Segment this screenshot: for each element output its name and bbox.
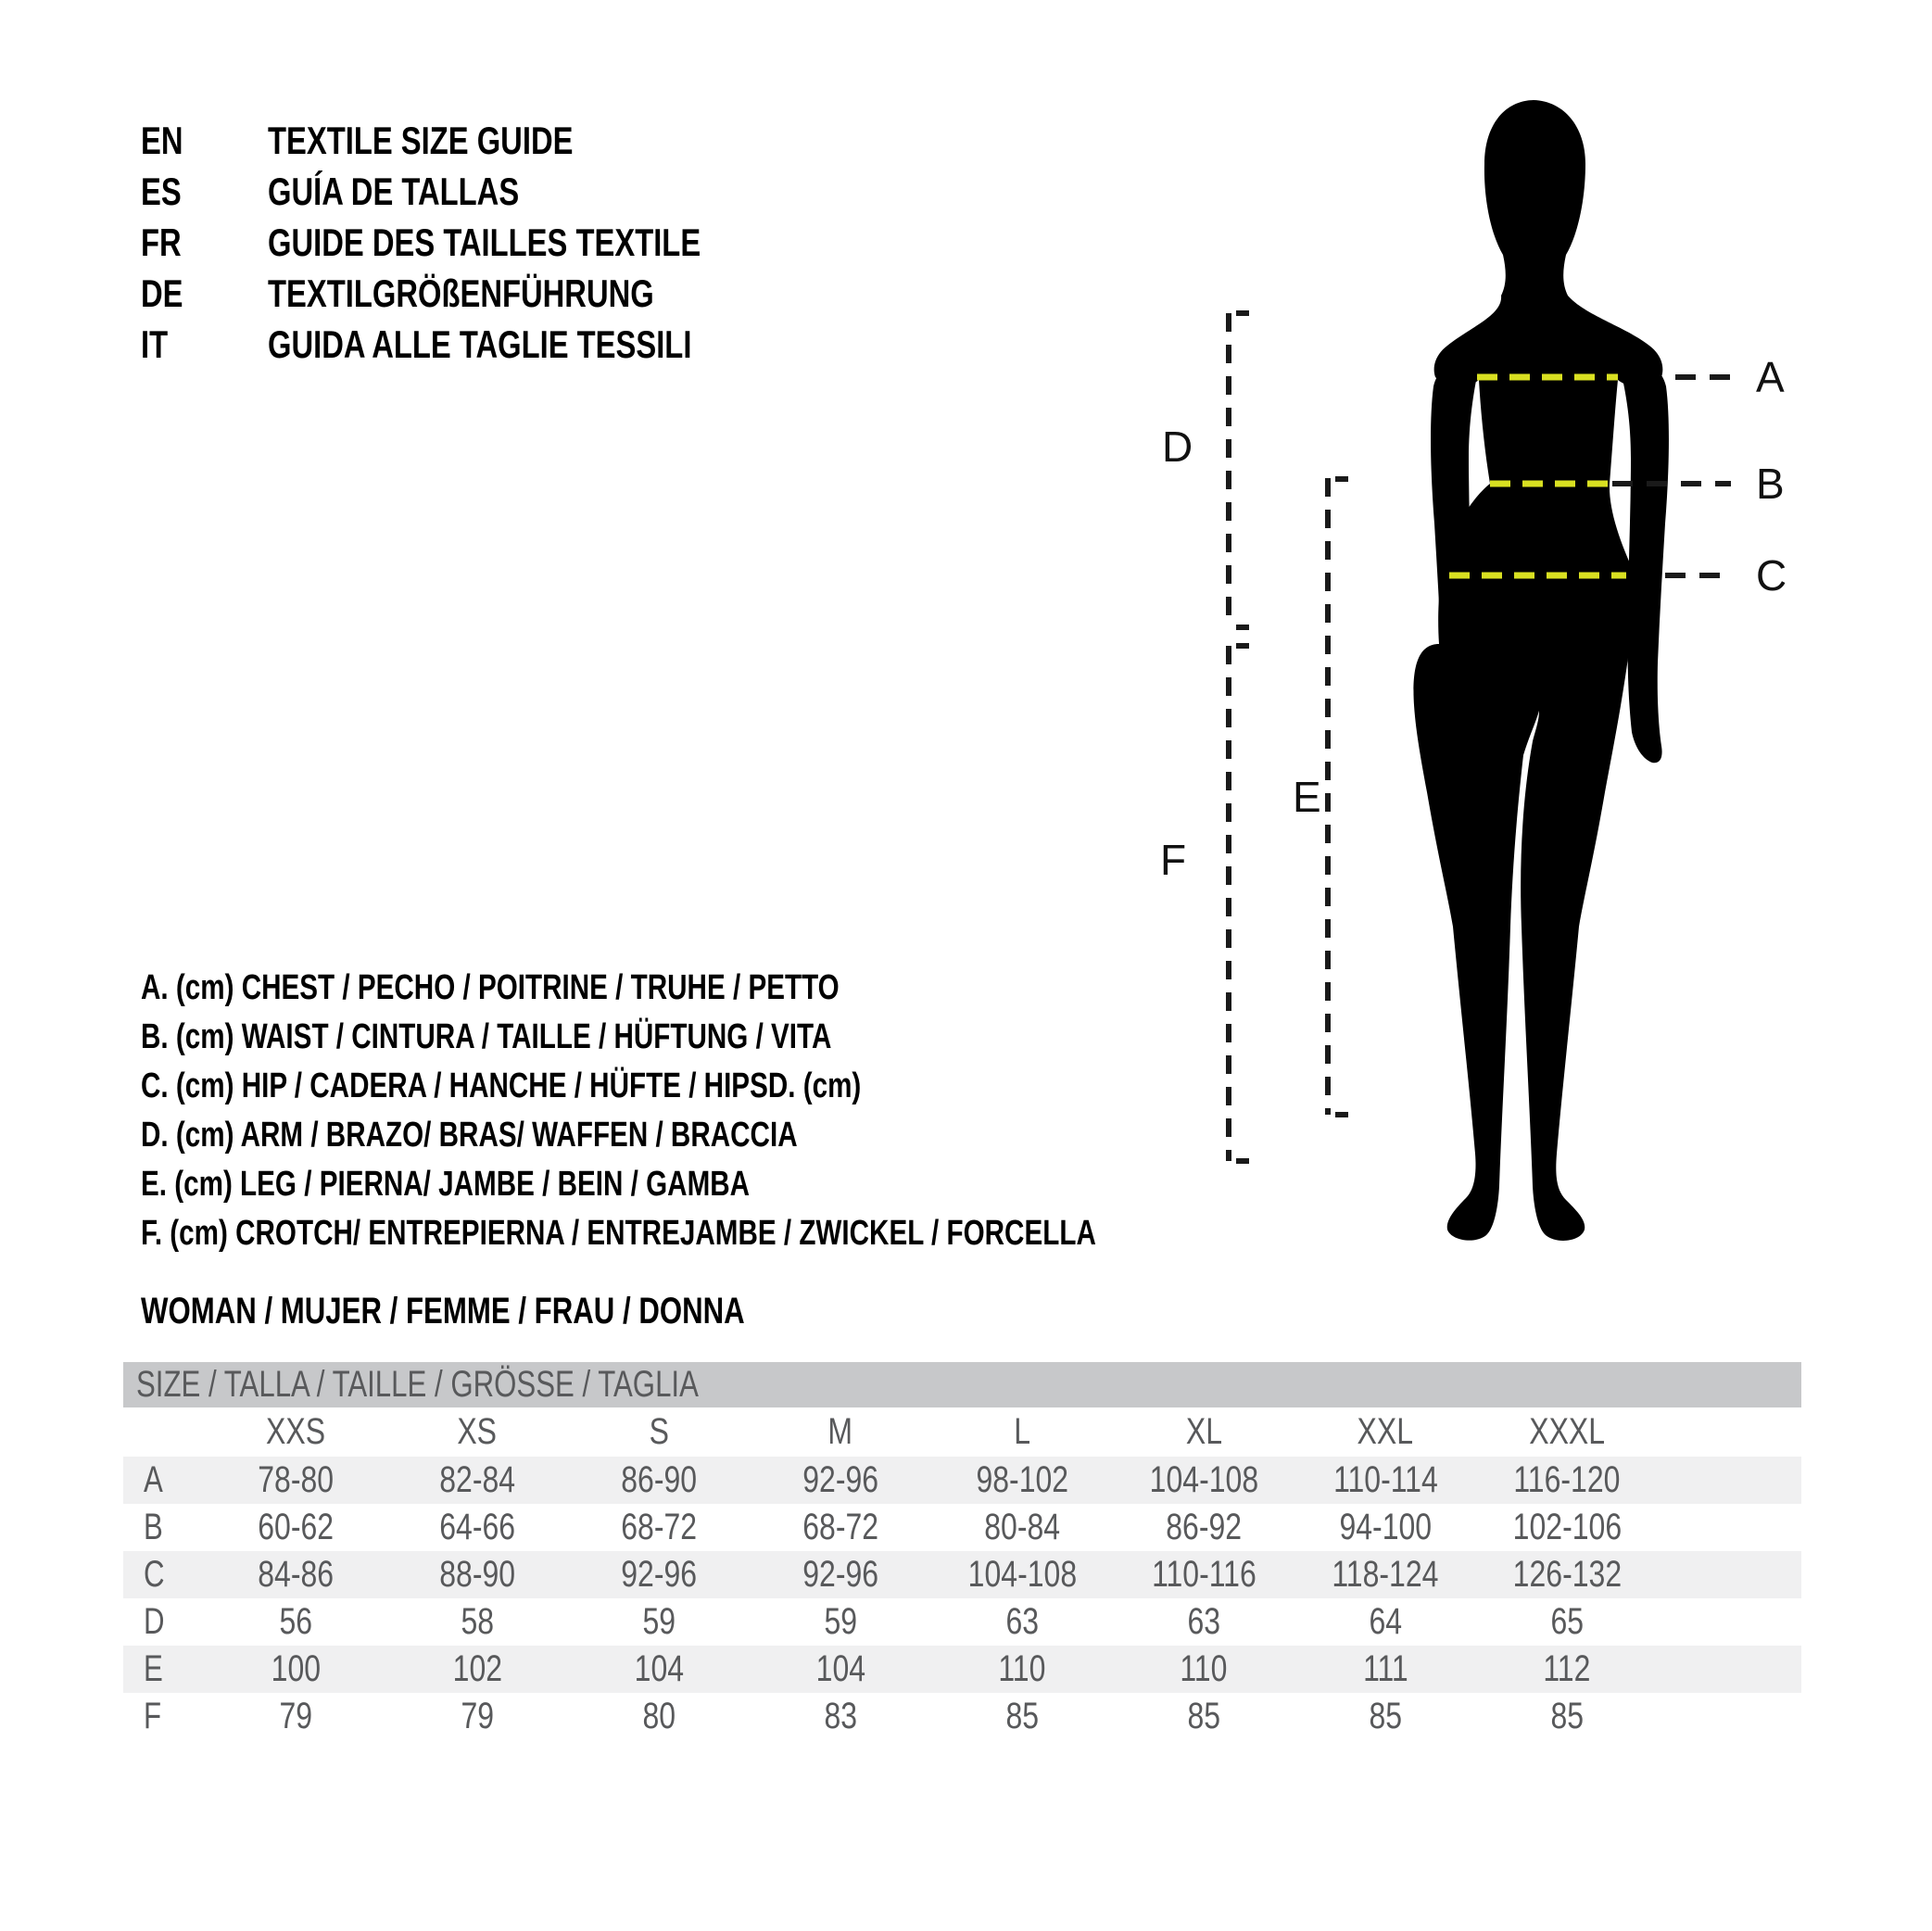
size-col-header: L [1014, 1411, 1030, 1452]
table-cell: 85 [1005, 1696, 1039, 1736]
leg-marker-label: E [1293, 773, 1321, 821]
table-cell: 78-80 [258, 1459, 334, 1500]
row-label: E [144, 1648, 163, 1689]
table-cell: 104 [815, 1648, 865, 1689]
table-cell: 56 [279, 1601, 312, 1642]
table-cell: 65 [1550, 1601, 1584, 1642]
legend-line-hip: C. (cm) HIP / CADERA / HANCHE / HÜFTE / HIPSD. (cm) [141, 1066, 862, 1105]
table-cell: 102 [452, 1648, 502, 1689]
table-cell: 92-96 [621, 1554, 697, 1595]
table-cell: 92-96 [802, 1554, 878, 1595]
size-table [123, 1362, 1801, 1740]
table-cell: 110-114 [1332, 1459, 1438, 1500]
lang-code: DE [141, 271, 183, 315]
lang-title: GUIDE DES TAILLES TEXTILE [267, 221, 701, 264]
lang-code: IT [141, 322, 169, 366]
table-cell: 85 [1187, 1696, 1220, 1736]
lang-row-en [141, 115, 823, 166]
table-cell: 110 [1180, 1648, 1228, 1689]
table-cell: 94-100 [1339, 1507, 1432, 1547]
table-cell: 126-132 [1512, 1554, 1622, 1595]
row-label: D [144, 1601, 165, 1642]
table-cell: 63 [1187, 1601, 1220, 1642]
section-heading-woman: WOMAN / MUJER / FEMME / FRAU / DONNA [141, 1291, 745, 1332]
table-cell: 100 [271, 1648, 321, 1689]
table-cell: 82-84 [439, 1459, 515, 1500]
lang-title: GUÍA DE TALLAS [267, 170, 519, 213]
table-cell: 68-72 [802, 1507, 878, 1547]
table-cell: 102-106 [1512, 1507, 1622, 1547]
table-cell: 80-84 [984, 1507, 1060, 1547]
crotch-marker-label: F [1160, 836, 1187, 884]
size-col-header: XS [457, 1411, 498, 1452]
lang-row-it [141, 319, 823, 370]
table-cell: 111 [1362, 1648, 1408, 1689]
size-col-header: XL [1185, 1411, 1222, 1452]
table-cell: 64-66 [439, 1507, 515, 1547]
table-row-arm [123, 1598, 1801, 1646]
table-cell: 88-90 [439, 1554, 515, 1595]
lang-title: GUIDA ALLE TAGLIE TESSILI [267, 322, 692, 366]
table-cell: 116-120 [1513, 1459, 1621, 1500]
table-cell: 84-86 [258, 1554, 334, 1595]
legend-line-leg: E. (cm) LEG / PIERNA/ JAMBE / BEIN / GAMBA [141, 1165, 751, 1204]
size-col-header: S [649, 1411, 669, 1452]
table-cell: 104-108 [1149, 1459, 1258, 1500]
table-cell: 64 [1369, 1601, 1402, 1642]
hip-marker-label: C [1756, 551, 1787, 599]
legend-line-waist: B. (cm) WAIST / CINTURA / TAILLE / HÜFTUNG / VITA [141, 1017, 832, 1056]
table-row-waist [123, 1504, 1801, 1551]
waist-marker-label: B [1756, 460, 1785, 508]
size-col-header: XXXL [1529, 1411, 1605, 1452]
table-cell: 86-90 [621, 1459, 697, 1500]
table-cell: 110-116 [1151, 1554, 1256, 1595]
table-cell: 98-102 [976, 1459, 1068, 1500]
table-cell: 80 [642, 1696, 676, 1736]
size-table-header-bar [123, 1362, 1801, 1407]
table-row-leg [123, 1646, 1801, 1693]
table-cell: 92-96 [802, 1459, 878, 1500]
legend-line-chest: A. (cm) CHEST / PECHO / POITRINE / TRUHE / PETTO [141, 968, 840, 1007]
table-row-crotch [123, 1693, 1801, 1740]
size-col-header: M [827, 1411, 853, 1452]
lang-title: TEXTILGRÖßENFÜHRUNG [267, 271, 654, 315]
table-row-chest [123, 1457, 1801, 1504]
table-cell: 68-72 [621, 1507, 697, 1547]
size-col-header: XXL [1357, 1411, 1414, 1452]
measurement-legend [141, 964, 1366, 1258]
table-cell: 118-124 [1332, 1554, 1439, 1595]
table-cell: 59 [824, 1601, 857, 1642]
table-cell: 104-108 [967, 1554, 1077, 1595]
legend-line-crotch: F. (cm) CROTCH/ ENTREPIERNA / ENTREJAMBE / ZWICKEL / FORCELLA [141, 1214, 1096, 1253]
lang-row-de [141, 268, 823, 319]
size-table-title: SIZE / TALLA / TAILLE / GRÖSSE / TAGLIA [136, 1364, 699, 1405]
table-cell: 86-92 [1166, 1507, 1242, 1547]
lang-code: EN [141, 119, 183, 162]
chest-marker-label: A [1756, 353, 1785, 401]
table-cell: 110 [998, 1648, 1046, 1689]
table-cell: 85 [1369, 1696, 1402, 1736]
table-cell: 58 [461, 1601, 494, 1642]
table-cell: 83 [824, 1696, 857, 1736]
size-header-row [123, 1407, 1801, 1457]
table-cell: 60-62 [258, 1507, 334, 1547]
table-cell: 59 [642, 1601, 676, 1642]
table-cell: 85 [1550, 1696, 1584, 1736]
row-label: A [144, 1459, 163, 1500]
row-label: C [144, 1554, 165, 1595]
lang-code: ES [141, 170, 182, 213]
row-label: F [144, 1696, 162, 1736]
legend-line-arm: D. (cm) ARM / BRAZO/ BRAS/ WAFFEN / BRACCIA [141, 1116, 798, 1155]
table-cell: 79 [461, 1696, 494, 1736]
lang-code: FR [141, 221, 182, 264]
lang-title: TEXTILE SIZE GUIDE [267, 119, 574, 162]
table-cell: 104 [634, 1648, 684, 1689]
lang-row-es [141, 166, 823, 217]
language-title-block [141, 115, 823, 370]
arm-marker-label: D [1162, 423, 1193, 471]
table-row-hip [123, 1551, 1801, 1598]
lang-row-fr [141, 217, 823, 268]
row-label: B [144, 1507, 163, 1547]
table-cell: 112 [1543, 1648, 1591, 1689]
table-cell: 63 [1005, 1601, 1039, 1642]
size-col-header: XXS [265, 1411, 326, 1452]
table-cell: 79 [279, 1696, 312, 1736]
